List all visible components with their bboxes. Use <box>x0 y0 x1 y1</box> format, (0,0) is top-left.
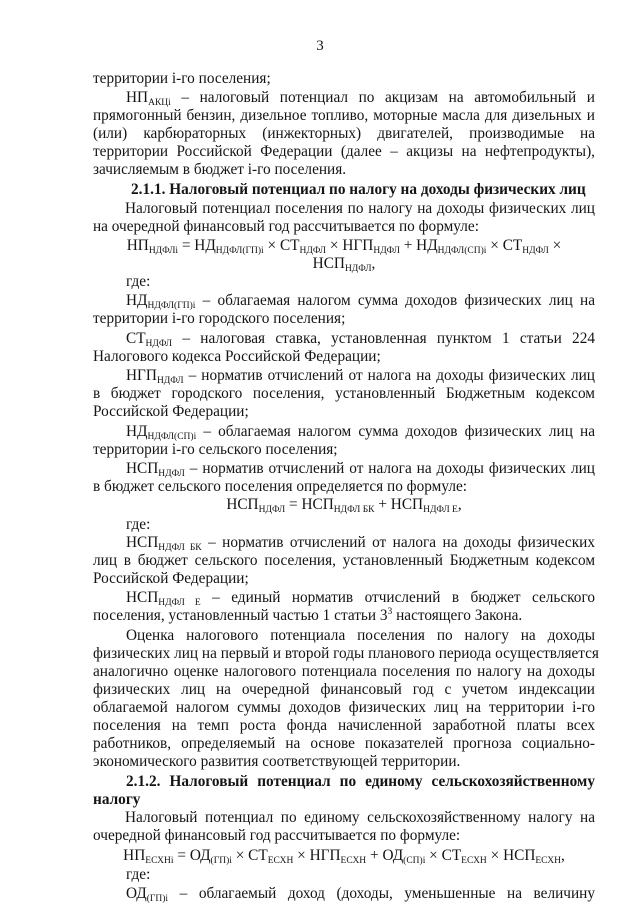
text-line <box>93 681 595 698</box>
term-subscript: НДФЛ Е <box>158 598 201 608</box>
formula-subscript: (СП)i <box>403 856 426 866</box>
section-heading <box>93 791 140 808</box>
formula-term: × СТ <box>263 237 300 254</box>
text-line <box>93 478 467 495</box>
formula-subscript: НДФЛ БК <box>333 505 375 515</box>
line-text: НСП <box>126 534 159 551</box>
formula-line <box>93 847 595 864</box>
term-definition <box>126 89 595 106</box>
superscript: 3 <box>387 607 393 617</box>
term-subscript: НДФЛ <box>145 339 173 349</box>
line-text: аналогично оценке налогового потенциала поселения по налогу на доходы <box>93 663 595 680</box>
section-heading <box>126 773 595 790</box>
formula-term: , <box>561 847 565 864</box>
term-subscript: НДФЛ <box>156 376 184 386</box>
line-text: Российской Федерации; <box>93 570 249 587</box>
formula-subscript: НДФЛ <box>373 246 400 256</box>
line-text: – облагаемая налогом сумма доходов физических лиц на <box>195 292 595 309</box>
formula-term: × НГП <box>326 237 374 254</box>
page-number: 3 <box>316 38 324 54</box>
formula-subscript: НДФЛ(ГП)i <box>215 246 264 256</box>
text-line <box>93 107 595 124</box>
line-text: территории i-го поселения; <box>93 70 271 87</box>
paragraph-start <box>125 809 595 826</box>
text-line <box>126 866 150 883</box>
text-line <box>93 552 595 569</box>
line-text: территории i-го городского поселения; <box>93 310 346 327</box>
text-line <box>93 735 595 752</box>
text-line <box>93 827 460 844</box>
term-subscript: (ГП)i <box>146 894 169 904</box>
formula-subscript: НДФЛ <box>299 246 327 256</box>
text-line <box>93 717 595 734</box>
text-line <box>93 161 346 178</box>
line-text: зачисляемым в бюджет i-го поселения. <box>93 161 347 178</box>
text-line <box>93 699 595 716</box>
line-text: 2.1.2. Налоговый потенциал по единому сельскохозяйственному <box>126 773 595 790</box>
line-text: Налоговый потенциал поселения по налогу на доходы физических лиц <box>125 200 595 217</box>
text-line <box>93 385 595 402</box>
line-text: лиц в бюджет сельского поселения, установленный Бюджетным кодексом <box>93 552 595 569</box>
text-line <box>93 607 522 624</box>
line-text: НСП <box>126 589 159 606</box>
term-definition <box>126 460 595 477</box>
term-definition <box>126 589 595 606</box>
formula-term: НСП <box>226 496 259 513</box>
formula-term: + НД <box>399 237 438 254</box>
formula-term: + НСП <box>374 496 424 513</box>
line-text: территории i-го сельского поселения; <box>93 441 338 458</box>
line-text: – норматив отчислений от налога на доходы физических лиц <box>184 460 595 477</box>
formula-term: = ОД <box>173 847 211 864</box>
line-text: где: <box>126 273 151 290</box>
formula-term: × <box>548 237 562 254</box>
text-line <box>93 143 595 160</box>
line-text: – облагаемый доход (доходы, уменьшенные на величину <box>168 885 595 902</box>
line-text: НП <box>126 89 149 106</box>
text-line <box>126 273 150 290</box>
text-line <box>93 441 338 458</box>
text-line <box>93 663 595 680</box>
formula-term: НСП <box>312 255 345 272</box>
formula-subscript: ЕСХН <box>340 856 367 866</box>
line-text: СТ <box>126 330 146 347</box>
line-text: настоящего Закона. <box>392 607 523 624</box>
formula-term: , <box>371 255 376 272</box>
formula-term: × СТ <box>486 237 523 254</box>
line-text: облагаемой налогом суммы доходов физических лиц на территории i-го <box>93 699 595 716</box>
line-text: ОД <box>126 885 147 902</box>
text-line <box>93 125 595 142</box>
text-line <box>93 348 381 365</box>
line-text: налогу <box>93 791 141 808</box>
term-definition <box>126 330 595 347</box>
line-text: НГП <box>126 367 157 384</box>
formula-term: × НСП <box>486 847 536 864</box>
line-text: экономического развития соответствующей территории. <box>93 753 461 770</box>
line-text: НСП <box>126 460 159 477</box>
text-line <box>93 403 249 420</box>
line-text: поселения, установленный частью 1 статьи 3 <box>93 607 388 624</box>
line-text: очередной финансовый год рассчитывается по формуле: <box>93 827 461 844</box>
text-line <box>93 70 271 87</box>
formula-line <box>93 496 595 513</box>
line-text: поселения на темп роста фонда начисленной заработной платы всех <box>93 717 595 734</box>
line-text: – облагаемая налогом сумма доходов физических лиц на <box>196 423 595 440</box>
line-text: 2.1.1. Налоговый потенциал по налогу на доходы физических лиц <box>131 181 586 198</box>
formula-term: = НСП <box>285 496 334 513</box>
formula-subscript: НДФЛ <box>258 505 286 515</box>
line-text: – норматив отчислений от налога на доходы физических лиц <box>183 367 595 384</box>
term-subscript: НДФЛ <box>158 469 185 479</box>
line-text: в бюджет городского поселения, установленный Бюджетным кодексом <box>93 385 595 402</box>
line-text: Оценка налогового потенциала поселения по налогу на доходы <box>126 627 595 644</box>
line-text: физических лиц на первый и второй годы планового периода осуществляется <box>93 645 599 662</box>
term-subscript: АКЦi <box>148 98 171 108</box>
formula-term: × СТ <box>231 847 268 864</box>
paragraph-start <box>126 627 595 644</box>
line-text: – единый норматив отчислений в бюджет сельского <box>200 589 595 606</box>
formula-subscript: ЕСХН <box>461 856 487 866</box>
formula-subscript: НДФЛ <box>522 246 549 256</box>
line-text: – норматив отчислений от налога на доходы физических <box>201 534 595 551</box>
formula-subscript: НДФЛ Е <box>423 505 458 515</box>
section-heading <box>131 181 595 198</box>
text-line <box>93 753 460 770</box>
text-line <box>126 516 150 533</box>
term-definition <box>126 292 595 309</box>
formula-term: = НД <box>178 237 216 254</box>
formula-term: + ОД <box>366 847 404 864</box>
formula-term: НП <box>123 847 146 864</box>
term-subscript: НДФЛ(СП)i <box>147 432 197 442</box>
line-text: где: <box>126 516 151 533</box>
formula-subscript: НДФЛi <box>148 246 179 256</box>
line-text: в бюджет сельского поселения определяется по формуле: <box>93 478 467 495</box>
text-line <box>93 310 345 327</box>
line-text: Налогового кодекса Российской Федерации; <box>93 348 381 365</box>
formula-subscript: (ГП)i <box>210 856 232 866</box>
line-text: Российской Федерации; <box>93 403 249 420</box>
term-definition <box>126 534 595 551</box>
term-subscript: НДФЛ БК <box>158 543 202 553</box>
formula-term: × СТ <box>425 847 462 864</box>
formula-subscript: ЕСХНi <box>145 856 174 866</box>
text-line <box>93 570 249 587</box>
formula-subscript: ЕСХН <box>267 856 294 866</box>
term-definition <box>126 423 595 440</box>
paragraph-start <box>125 200 595 217</box>
formula-line <box>93 255 595 272</box>
formula-line <box>93 237 595 254</box>
line-text: НД <box>126 292 148 309</box>
formula-term: , <box>457 496 462 513</box>
line-text: НД <box>126 423 148 440</box>
line-text: работников, определяемый на основе показателей прогноза социально- <box>93 735 595 752</box>
line-text: Налоговый потенциал по единому сельскохозяйственному налогу на <box>125 809 595 826</box>
line-text: территории Российской Федерации (далее – акцизы на нефтепродукты), <box>93 143 595 160</box>
line-text: физических лиц на очередной финансовый год с учетом индексации <box>93 681 595 698</box>
term-definition <box>126 885 595 902</box>
line-text: где: <box>126 866 151 883</box>
formula-subscript: ЕСХН <box>535 856 561 866</box>
formula-term: НП <box>126 237 149 254</box>
line-text: на очередной финансовый год рассчитывается по формуле: <box>93 218 479 235</box>
formula-subscript: НДФЛ <box>344 264 372 274</box>
text-line <box>93 218 479 235</box>
term-subscript: НДФЛ(ГП)i <box>147 301 196 311</box>
formula-term: × НГП <box>293 847 341 864</box>
text-line <box>93 645 599 662</box>
line-text: (или) карбюраторных (инжекторных) двигателей, производимые на <box>93 125 595 142</box>
line-text: – налоговый потенциал по акцизам на автомобильный и <box>170 89 595 106</box>
line-text: – налоговая ставка, установленная пунктом 1 статьи 224 <box>172 330 595 347</box>
term-definition <box>126 367 595 384</box>
line-text: прямогонный бензин, дизельное топливо, моторные масла для дизельных и <box>93 107 595 124</box>
formula-subscript: НДФЛ(СП)i <box>437 246 487 256</box>
